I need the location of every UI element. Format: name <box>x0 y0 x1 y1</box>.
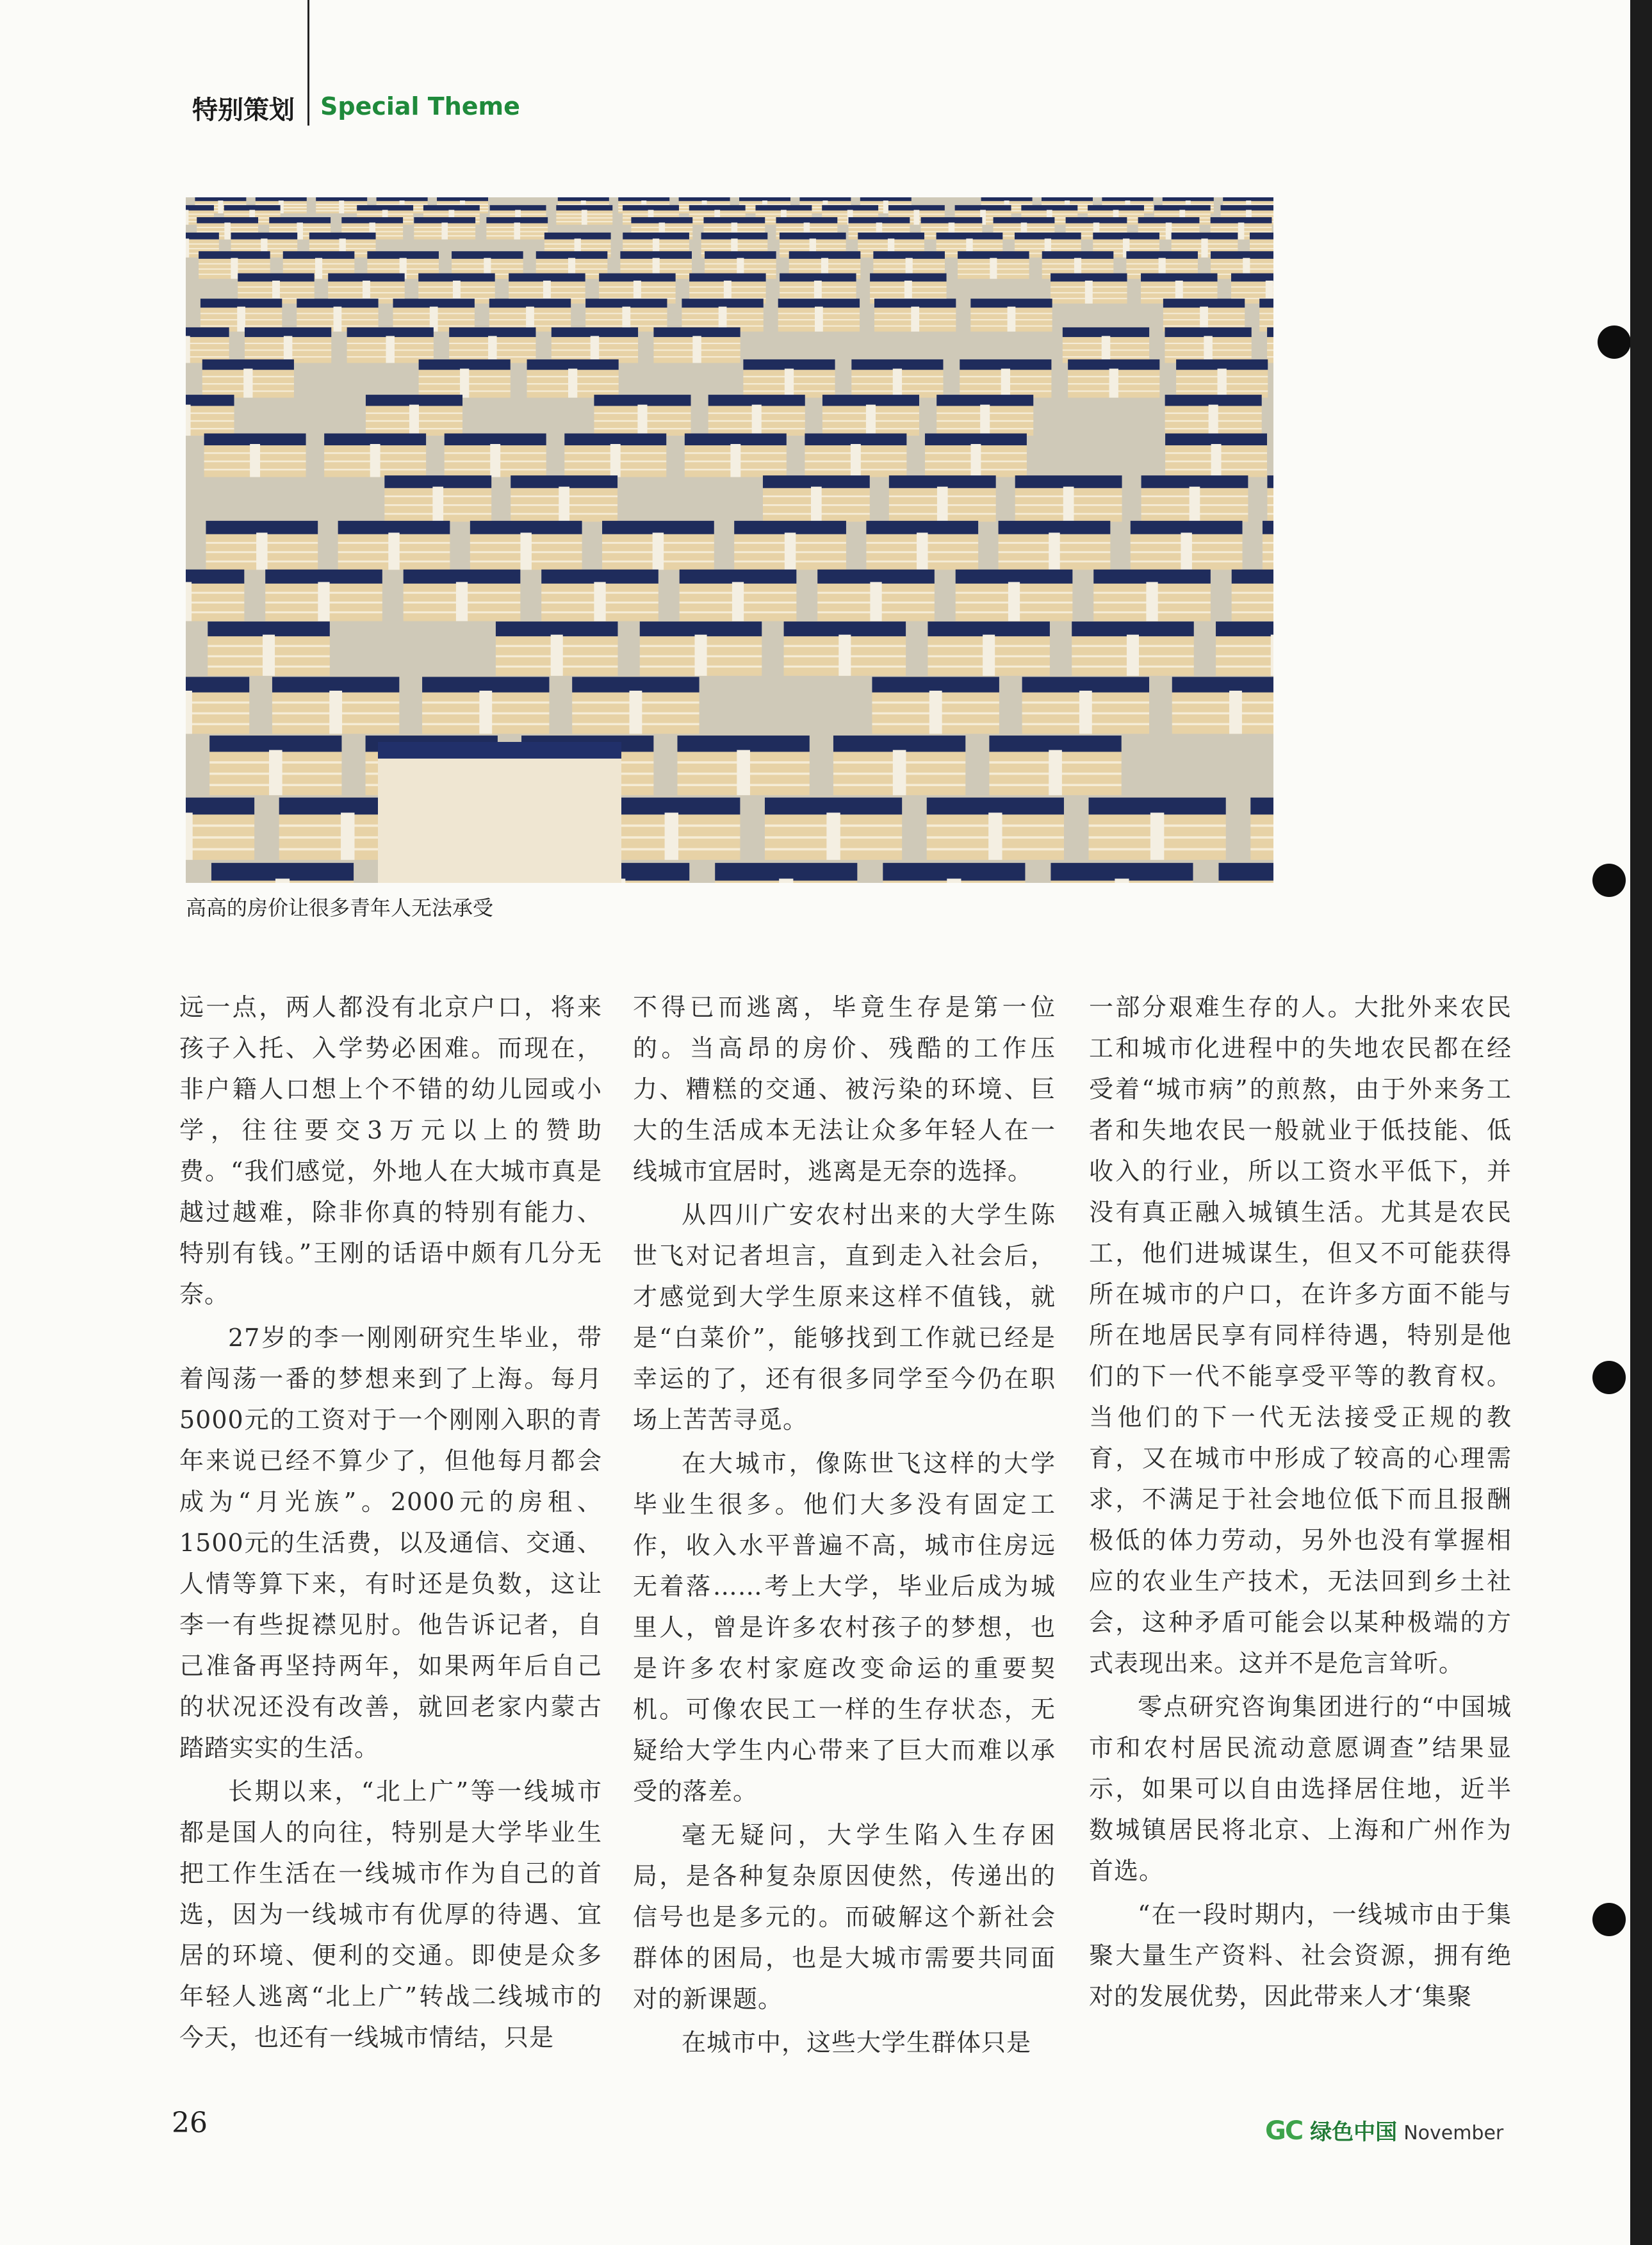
punch-hole <box>1592 1361 1626 1394</box>
issue-month: November <box>1403 2122 1504 2144</box>
paragraph: 从四川广安农村出来的大学生陈世飞对记者坦言，直到走入社会后，才感觉到大学生原来这样不值钱，就是“白菜价”，能够找到工作就已经是幸运的了，还有很多同学至今仍在职场上苦苦寻觅。 <box>633 1201 1056 1434</box>
paragraph: 零点研究咨询集团进行的“中国城市和农村居民流动意愿调查”结果显示，如果可以自由选择居住地，近半数城镇居民将北京、上海和广州作为首选。 <box>1089 1693 1512 1885</box>
section-title-en: Special Theme <box>320 92 520 120</box>
photo-caption: 高高的房价让很多青年人无法承受 <box>186 896 494 920</box>
scan-edge <box>1630 0 1652 2245</box>
paragraph: 27岁的李一刚刚研究生毕业，带着闯荡一番的梦想来到了上海。每月5000元的工资对于一个刚刚入职的青年来说已经不算少了，但他每月都会成为“月光族”。2000元的房租、1500元的生活费，以及通信、交通、人情等算下来，有时还是负数，这让李一有些捉襟见肘。他告诉记者，自己准备再坚持两年，如果两年后自己的状况还没有改善，就回老家内蒙古踏踏实实的生活。 <box>179 1324 602 1762</box>
punch-hole <box>1592 1903 1626 1936</box>
apartment-blocks-image <box>186 197 1273 883</box>
paragraph: 在城市中，这些大学生群体只是 <box>682 2028 1032 2057</box>
punch-hole <box>1598 325 1631 359</box>
text-column-3 <box>1089 987 1512 2017</box>
page-number: 26 <box>172 2107 208 2139</box>
gc-logo: GC <box>1265 2116 1303 2146</box>
footer-brand <box>1265 2114 1503 2146</box>
paragraph: 远一点，两人都没有北京户口，将来孩子入托、入学势必困难。而现在，非户籍人口想上个不错的幼儿园或小学，往往要交3万元以上的赞助费。“我们感觉，外地人在大城市真是越过越难，除非你真的特别有能力、特别有钱。”王刚的话语中颇有几分无奈。 <box>179 993 602 1308</box>
paragraph: 在大城市，像陈世飞这样的大学毕业生很多。他们大多没有固定工作，收入水平普遍不高，城市住房远无着落……考上大学，毕业后成为城里人，曾是许多农村孩子的梦想，也是许多农村家庭改变命运的重要契机。可像农民工一样的生存状态，无疑给大学生内心带来了巨大而难以承受的落差。 <box>633 1449 1056 1805</box>
paragraph: “在一段时期内，一线城市由于集聚大量生产资料、社会资源，拥有绝对的发展优势，因此带来人才‘集聚 <box>1089 1900 1512 2011</box>
punch-hole <box>1592 864 1626 897</box>
housing-photo <box>186 197 1273 883</box>
text-column-1 <box>179 987 602 2058</box>
section-title-cn: 特别策划 <box>192 95 295 125</box>
paragraph: 毫无疑问，大学生陷入生存困局，是各种复杂原因使然，传递出的信号也是多元的。而破解这个新社会群体的困局，也是大城市需要共同面对的新课题。 <box>633 1821 1056 2013</box>
paragraph: 长期以来，“北上广”等一线城市都是国人的向往，特别是大学毕业生把工作生活在一线城市作为自己的首选，因为一线城市有优厚的待遇、宜居的环境、便利的交通。即使是众多年轻人逃离“北上广”转战二线城市的今天，也还有一线城市情结，只是 <box>179 1777 602 2052</box>
magazine-name: 绿色中国 <box>1310 2119 1398 2145</box>
text-column-2 <box>633 987 1056 2063</box>
header-divider <box>307 0 309 126</box>
paragraph: 不得已而逃离，毕竟生存是第一位的。当高昂的房价、残酷的工作压力、糟糕的交通、被污染的环境、巨大的生活成本无法让众多年轻人在一线城市宜居时，逃离是无奈的选择。 <box>633 993 1056 1185</box>
paragraph: 一部分艰难生存的人。大批外来农民工和城市化进程中的失地农民都在经受着“城市病”的煎熬，由于外来务工者和失地农民一般就业于低技能、低收入的行业，所以工资水平低下，并没有真正融入城镇生活。尤其是农民工，他们进城谋生，但又不可能获得所在城市的户口，在许多方面不能与所在地居民享有同样待遇，特别是他们的下一代不能享受平等的教育权。当他们的下一代无法接受正规的教育，又在城市中形成了较高的心理需求，不满足于社会地位低下而且报酬极低的体力劳动，另外也没有掌握相应的农业生产技术，无法回到乡土社会，这种矛盾可能会以某种极端的方式表现出来。这并不是危言耸听。 <box>1089 993 1512 1677</box>
